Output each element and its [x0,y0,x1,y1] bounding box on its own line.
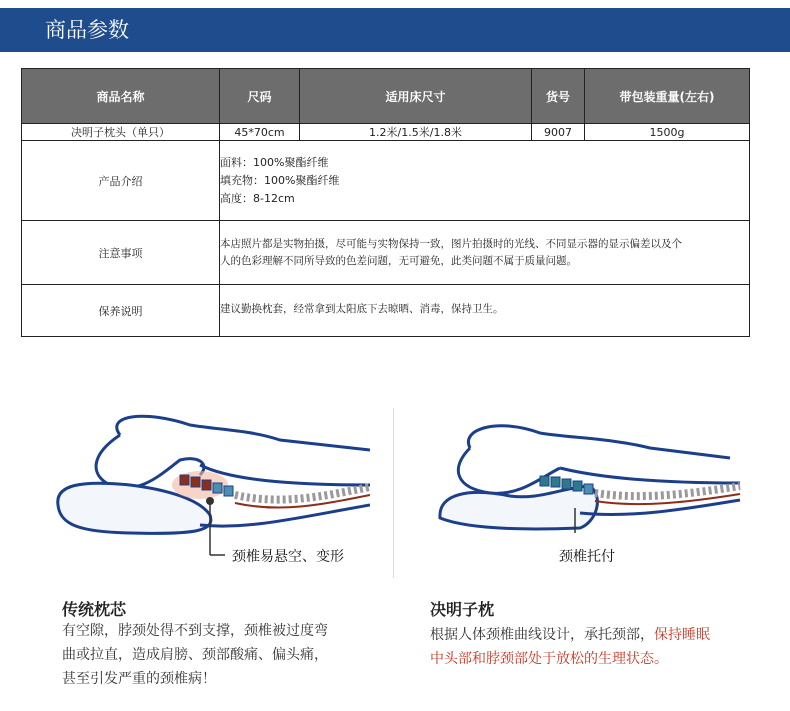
column-divider [393,408,394,578]
header-cell-name: 商品名称 [22,69,220,124]
row-value-care [220,285,750,337]
right-text-highlight: 保持睡眠 [654,627,710,643]
right-section-text [430,623,750,671]
header-cell-size: 尺码 [220,69,300,124]
traditional-pillow-illustration [50,405,370,595]
row-value-notice [220,221,750,285]
cell-product-name: 决明子枕头（单只） [22,124,220,141]
table-header-row [22,69,750,124]
table-row [22,285,750,337]
cell-size: 45*70cm [220,124,300,141]
notice-line: 人的色彩理解不同所导致的色差问题，无可避免，此类问题不属于质量问题。 [220,254,577,267]
intro-line: 高度：8-12cm [220,191,295,205]
table-row [22,124,750,141]
table-row [22,141,750,221]
care-line: 建议勤换枕套，经常拿到太阳底下去晾晒、消毒，保持卫生。 [220,303,504,315]
head-outline [468,426,730,458]
params-table [21,68,750,337]
right-callout: 颈椎托付 [559,549,615,565]
notice-line: 本店照片都是实物拍摄，尽可能与实物保持一致，图片拍摄时的光线、不同显示器的显示偏差以及个 [220,237,682,250]
row-label-care: 保养说明 [22,285,220,337]
header-cell-sku: 货号 [532,69,585,124]
right-text-highlight-line: 中头部和脖颈部处于放松的生理状态。 [430,651,668,667]
cell-sku: 9007 [532,124,585,141]
spine-line [235,487,370,500]
row-label-notice: 注意事项 [22,221,220,285]
left-section-text [62,619,362,691]
table-row [22,221,750,285]
face-outline [458,448,560,493]
left-callout: 颈椎易悬空、变形 [232,549,344,565]
right-text-line [430,623,750,647]
left-text-line: 甚至引发严重的颈椎病！ [62,671,216,687]
intro-line: 面料：100%聚酯纤维 [220,155,329,169]
header-cell-bed: 适用床尺寸 [300,69,532,124]
right-section-title: 决明子枕 [430,600,495,619]
header-banner [0,8,790,52]
right-text-plain: 根据人体颈椎曲线设计，承托颈部， [430,627,654,643]
row-value-intro [220,141,750,221]
left-section-title: 传统枕芯 [62,600,127,619]
intro-line: 填充物：100%聚酯纤维 [220,173,340,187]
left-text-line: 曲或拉直，造成肩膀、颈部酸痛、偏头痛， [62,647,328,663]
spine-line [595,486,740,496]
header-cell-weight: 带包装重量(左右) [585,69,750,124]
row-label-intro: 产品介绍 [22,141,220,221]
cell-weight: 1500g [585,124,750,141]
page-title: 商品参数 [45,18,129,42]
head-outline [117,416,370,450]
left-text-line: 有空隙，脖颈处得不到支撑，颈椎被过度弯 [62,623,328,639]
cell-bed-size: 1.2米/1.5米/1.8米 [300,124,532,141]
neck-outline [560,468,740,483]
pillow-outline [440,486,598,529]
cassia-pillow-illustration [430,418,750,558]
